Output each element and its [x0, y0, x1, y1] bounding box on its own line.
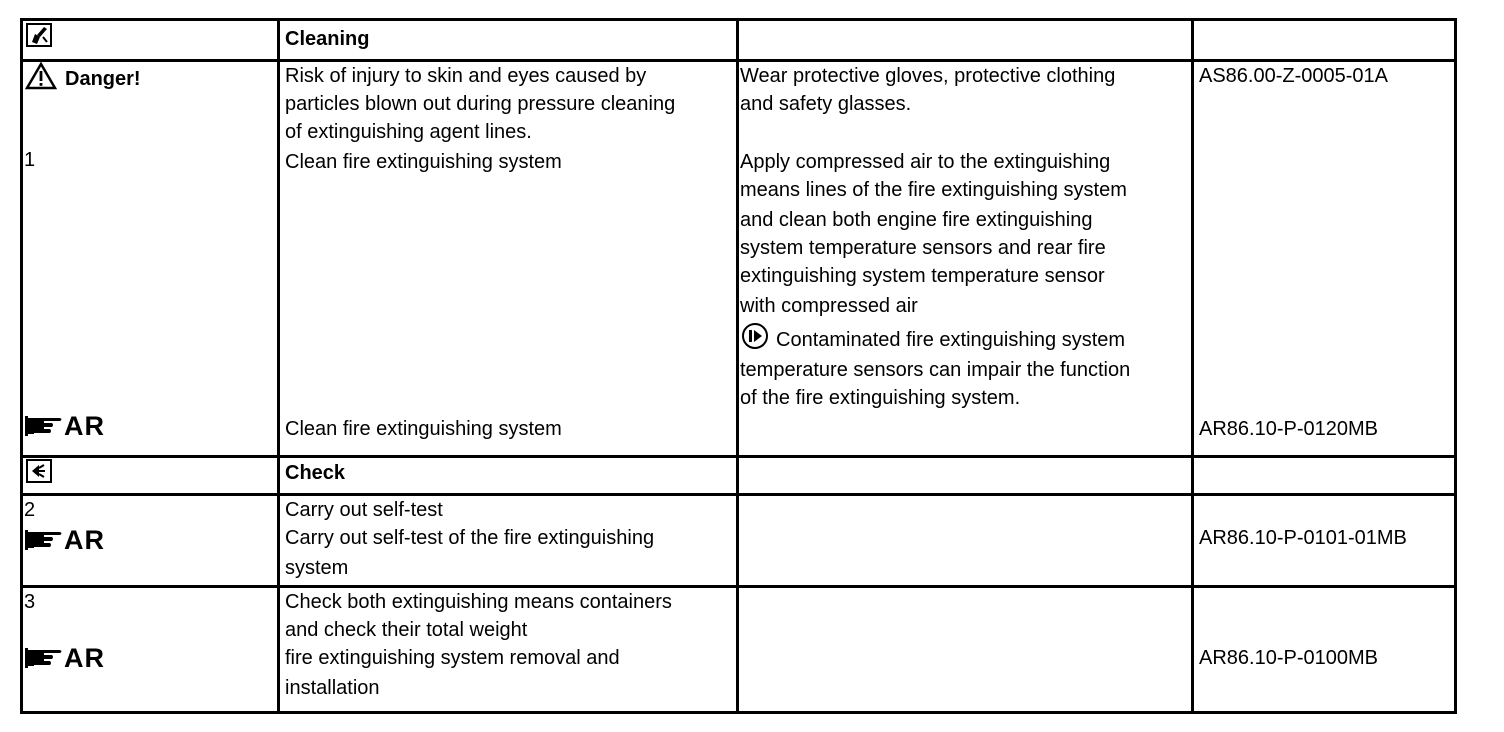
instruction-line: system temperature sensors and rear fire	[740, 237, 1106, 259]
danger-risk-line: particles blown out during pressure cleaning	[285, 93, 676, 115]
task-text: Clean fire extinguishing system	[285, 151, 562, 173]
danger-risk-line: of extinguishing agent lines.	[285, 121, 532, 143]
danger-measure-line: and safety glasses.	[740, 93, 912, 115]
danger-risk-line: Risk of injury to skin and eyes caused by	[285, 65, 647, 87]
step-number-1: 1	[24, 149, 36, 171]
task-line: and check their total weight	[285, 619, 528, 641]
section-title-cleaning: Cleaning	[285, 28, 370, 50]
instruction-line: with compressed air	[740, 295, 918, 317]
instruction-line: and clean both engine fire extinguishing	[740, 209, 1093, 231]
step-2-row	[22, 495, 1456, 587]
note-info-icon	[741, 322, 769, 350]
ar-reference-code: AR86.10-P-0100MB	[1199, 647, 1378, 669]
ar-reference-code: AR86.10-P-0120MB	[1199, 418, 1378, 440]
danger-label: Danger!	[65, 68, 141, 90]
ar-reference-code: AR86.10-P-0101-01MB	[1199, 527, 1407, 549]
danger-measure-line: Wear protective gloves, protective clothing	[740, 65, 1116, 87]
instruction-line: Apply compressed air to the extinguishing	[740, 151, 1111, 173]
ar-task-line: Carry out self-test of the fire extinguishing	[285, 527, 655, 549]
note-line: Contaminated fire extinguishing system	[776, 329, 1126, 351]
instruction-line: means lines of the fire extinguishing system	[740, 179, 1127, 201]
check-icon	[26, 459, 52, 483]
ar-reference-marker: AR	[24, 412, 105, 440]
task-text: Carry out self-test	[285, 499, 443, 521]
task-line: Check both extinguishing means containers	[285, 591, 672, 613]
instruction-line: extinguishing system temperature sensor	[740, 265, 1105, 287]
ar-task-text: Clean fire extinguishing system	[285, 418, 562, 440]
cleaning-content-row	[22, 61, 1456, 457]
ar-reference-marker: AR	[24, 526, 105, 554]
ar-task-line: fire extinguishing system removal and	[285, 647, 620, 669]
cleaning-icon	[26, 23, 52, 47]
check-header-row	[22, 457, 1456, 495]
pointing-hand-icon	[24, 528, 64, 552]
pointing-hand-icon	[24, 414, 64, 438]
ar-task-line: installation	[285, 677, 380, 699]
cleaning-header-row	[22, 20, 1456, 61]
ar-task-line: system	[285, 557, 349, 579]
note-line: temperature sensors can impair the function	[740, 359, 1131, 381]
note-line: of the fire extinguishing system.	[740, 387, 1021, 409]
ar-reference-marker: AR	[24, 644, 105, 672]
section-title-check: Check	[285, 462, 346, 484]
danger-reference-code: AS86.00-Z-0005-01A	[1199, 65, 1389, 87]
warning-triangle-icon	[25, 62, 57, 90]
step-number-2: 2	[24, 499, 36, 521]
pointing-hand-icon	[24, 646, 64, 670]
step-number-3: 3	[24, 591, 36, 613]
step-3-row	[22, 587, 1456, 713]
maintenance-table	[20, 18, 1457, 714]
